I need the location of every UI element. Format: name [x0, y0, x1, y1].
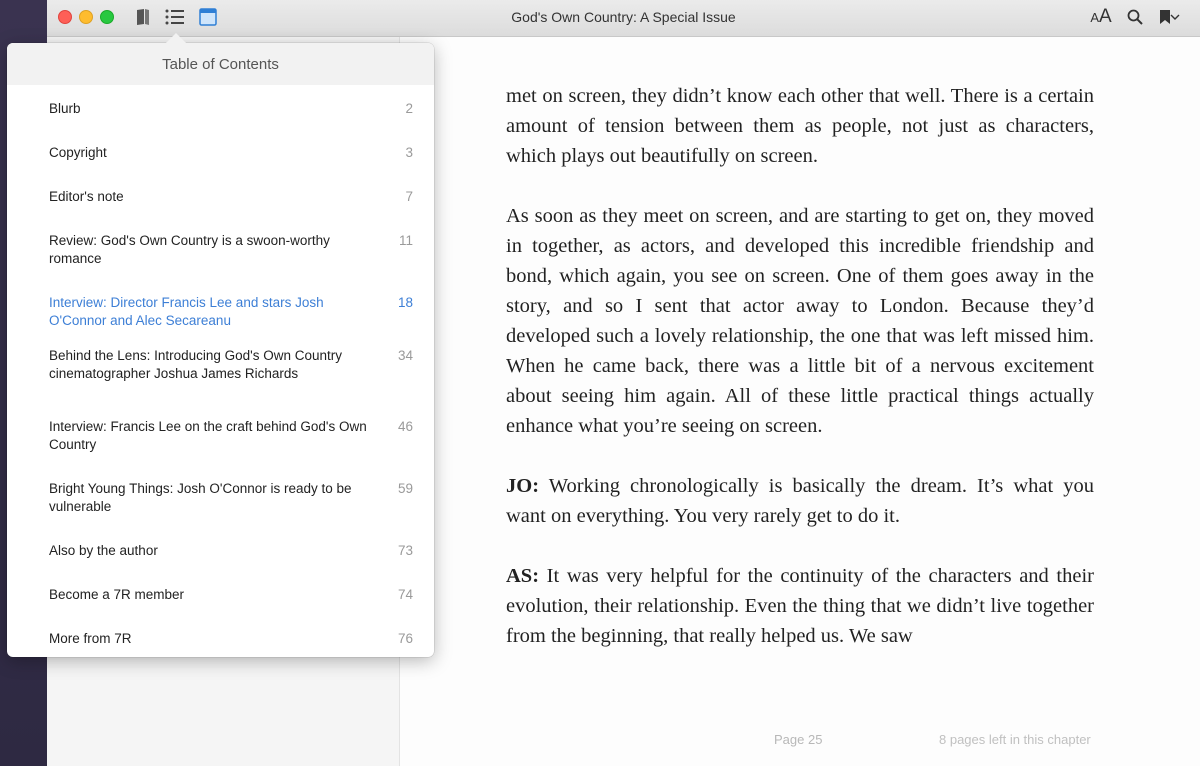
- chevron-down-icon[interactable]: [1169, 7, 1181, 27]
- toc-item[interactable]: Interview: Francis Lee on the craft behind God's Own Country: [49, 419, 367, 452]
- toc-item-page-number[interactable]: 34: [397, 348, 413, 363]
- toc-item[interactable]: Review: God's Own Country is a swoon-worthy romance: [49, 233, 330, 266]
- toc-header: Table of Contents: [7, 43, 434, 85]
- pages-left-in-chapter: 8 pages left in this chapter: [939, 732, 1091, 747]
- page-number: Page 25: [774, 732, 823, 747]
- paragraph: AS: It was very helpful for the continuity of the characters and their evolution, their relationship. Even the thing that we didn’t live together from the beginning, that really helped us. We saw: [506, 565, 1094, 647]
- toc-item-page-number[interactable]: 11: [398, 233, 413, 248]
- paragraph: As soon as they meet on screen, and are starting to get on, they moved in together, as actors, and developed this incredible friendship and bond, which again, you see on screen. One of them goes away in the story, and so I sent that actor away to London. Because they’d developed such a lovely relationship, the one that was left missed him. When he came back, there was a little bit of a nervous excitement about seeing him again. All of these little practical things actually enhance what you’re seeing on screen.: [506, 205, 1094, 437]
- toc-item-page-number[interactable]: 18: [397, 295, 413, 310]
- reading-pane[interactable]: [400, 37, 1200, 766]
- toc-item[interactable]: Blurb: [49, 101, 81, 116]
- toc-item-page-number[interactable]: 76: [397, 631, 413, 646]
- table-of-contents-popover: [7, 43, 434, 657]
- toc-item[interactable]: Bright Young Things: Josh O'Connor is ready to be vulnerable: [49, 481, 352, 514]
- toc-item[interactable]: Become a 7R member: [49, 587, 185, 602]
- toc-item[interactable]: Editor's note: [49, 189, 124, 204]
- font-size-icon: AA: [1090, 6, 1112, 27]
- toc-item-page-number[interactable]: 3: [405, 145, 413, 160]
- title-bar: [47, 0, 1200, 37]
- toc-item[interactable]: More from 7R: [49, 631, 132, 646]
- paragraph: met on screen, they didn’t know each other that well. There is a certain amount of tension between them as people, not just as characters, which plays out beautifully on screen.: [506, 85, 1094, 167]
- toc-item-page-number[interactable]: 74: [397, 587, 413, 602]
- toc-item-page-number[interactable]: 59: [397, 481, 413, 496]
- toc-item-page-number[interactable]: 2: [405, 101, 413, 116]
- toc-item[interactable]: Interview: Director Francis Lee and stars Josh O'Connor and Alec Secareanu: [49, 295, 324, 328]
- toc-item-page-number[interactable]: 7: [405, 189, 413, 204]
- paragraph: JO: Working chronologically is basically the dream. It’s what you want on everything. You very rarely get to do it.: [506, 475, 1094, 527]
- speaker-label: JO:: [506, 475, 540, 497]
- toc-item[interactable]: Also by the author: [49, 543, 158, 558]
- reader-text: [506, 81, 1094, 681]
- toc-item-page-number[interactable]: 46: [397, 419, 413, 434]
- toc-item[interactable]: Copyright: [49, 145, 107, 160]
- font-size-button[interactable]: [1087, 7, 1115, 27]
- popover-arrow: [166, 33, 186, 43]
- speaker-label: AS:: [506, 565, 540, 587]
- window-title: God's Own Country: A Special Issue: [511, 9, 736, 25]
- search-icon[interactable]: [1125, 7, 1145, 27]
- toc-item-page-number[interactable]: 73: [397, 543, 413, 558]
- toc-item[interactable]: Behind the Lens: Introducing God's Own Country cinematographer Joshua James Richards: [49, 348, 342, 381]
